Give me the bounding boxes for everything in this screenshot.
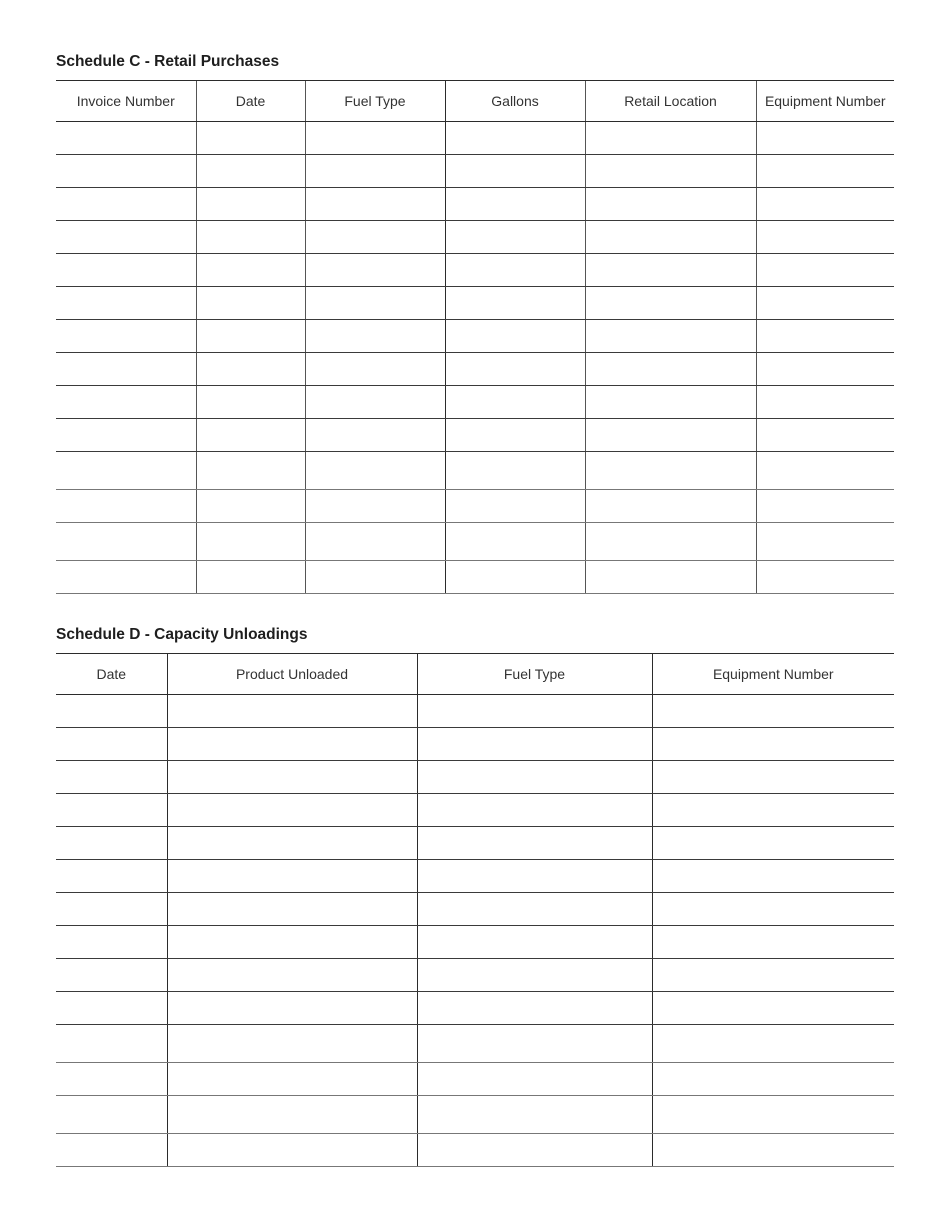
invoice-number-cell[interactable]: [56, 523, 196, 561]
table-row: [56, 1063, 894, 1096]
fuel-type-cell[interactable]: [305, 122, 445, 155]
column-header-equipment-number: Equipment Number: [652, 654, 894, 695]
equipment-number-cell[interactable]: [652, 761, 894, 794]
equipment-number-cell[interactable]: [756, 188, 894, 221]
equipment-number-cell[interactable]: [652, 1096, 894, 1134]
retail-location-cell[interactable]: [585, 254, 756, 287]
date-cell[interactable]: [56, 794, 167, 827]
fuel-type-cell[interactable]: [417, 1134, 652, 1167]
equipment-number-cell[interactable]: [652, 728, 894, 761]
column-header-fuel-type: Fuel Type: [305, 81, 445, 122]
fuel-type-cell[interactable]: [305, 320, 445, 353]
equipment-number-cell[interactable]: [756, 122, 894, 155]
invoice-number-cell[interactable]: [56, 353, 196, 386]
product-unloaded-cell[interactable]: [167, 926, 417, 959]
column-header-equipment-number: Equipment Number: [756, 81, 894, 122]
table-row: [56, 287, 894, 320]
invoice-number-cell[interactable]: [56, 155, 196, 188]
date-cell[interactable]: [56, 1134, 167, 1167]
column-header-gallons: Gallons: [445, 81, 585, 122]
date-cell[interactable]: [196, 386, 305, 419]
retail-location-cell[interactable]: [585, 386, 756, 419]
retail-location-cell[interactable]: [585, 287, 756, 320]
invoice-number-cell[interactable]: [56, 386, 196, 419]
equipment-number-cell[interactable]: [756, 386, 894, 419]
equipment-number-cell[interactable]: [756, 221, 894, 254]
table-row: [56, 155, 894, 188]
date-cell[interactable]: [196, 254, 305, 287]
fuel-type-cell[interactable]: [305, 490, 445, 523]
equipment-number-cell[interactable]: [756, 254, 894, 287]
table-row: [56, 761, 894, 794]
date-cell[interactable]: [196, 287, 305, 320]
gallons-cell[interactable]: [445, 155, 585, 188]
date-cell[interactable]: [196, 490, 305, 523]
invoice-number-cell[interactable]: [56, 419, 196, 452]
date-cell[interactable]: [56, 1025, 167, 1063]
invoice-number-cell[interactable]: [56, 320, 196, 353]
table-row: [56, 794, 894, 827]
schedule-d-title: Schedule D - Capacity Unloadings: [56, 626, 308, 643]
equipment-number-cell[interactable]: [652, 827, 894, 860]
table-row: [56, 221, 894, 254]
invoice-number-cell[interactable]: [56, 221, 196, 254]
fuel-type-cell[interactable]: [417, 761, 652, 794]
date-cell[interactable]: [196, 188, 305, 221]
retail-location-cell[interactable]: [585, 221, 756, 254]
fuel-type-cell[interactable]: [305, 561, 445, 594]
equipment-number-cell[interactable]: [756, 561, 894, 594]
gallons-cell[interactable]: [445, 320, 585, 353]
gallons-cell[interactable]: [445, 353, 585, 386]
fuel-type-cell[interactable]: [417, 794, 652, 827]
date-cell[interactable]: [196, 122, 305, 155]
table-row: [56, 827, 894, 860]
gallons-cell[interactable]: [445, 386, 585, 419]
fuel-type-cell[interactable]: [305, 188, 445, 221]
table-row: [56, 1096, 894, 1134]
date-cell[interactable]: [56, 992, 167, 1025]
retail-location-cell[interactable]: [585, 523, 756, 561]
fuel-type-cell[interactable]: [305, 386, 445, 419]
equipment-number-cell[interactable]: [756, 320, 894, 353]
retail-location-cell[interactable]: [585, 122, 756, 155]
product-unloaded-cell[interactable]: [167, 1063, 417, 1096]
equipment-number-cell[interactable]: [652, 794, 894, 827]
gallons-cell[interactable]: [445, 188, 585, 221]
invoice-number-cell[interactable]: [56, 122, 196, 155]
equipment-number-cell[interactable]: [652, 1025, 894, 1063]
date-cell[interactable]: [56, 959, 167, 992]
equipment-number-cell[interactable]: [652, 1134, 894, 1167]
retail-location-cell[interactable]: [585, 561, 756, 594]
column-header-retail-location: Retail Location: [585, 81, 756, 122]
fuel-type-cell[interactable]: [305, 155, 445, 188]
equipment-number-cell[interactable]: [652, 926, 894, 959]
gallons-cell[interactable]: [445, 221, 585, 254]
date-cell[interactable]: [196, 221, 305, 254]
date-cell[interactable]: [56, 695, 167, 728]
equipment-number-cell[interactable]: [652, 893, 894, 926]
product-unloaded-cell[interactable]: [167, 893, 417, 926]
table-row: [56, 188, 894, 221]
table-row: [56, 561, 894, 594]
date-cell[interactable]: [56, 893, 167, 926]
table-row: [56, 728, 894, 761]
fuel-type-cell[interactable]: [417, 926, 652, 959]
fuel-type-cell[interactable]: [305, 221, 445, 254]
table-row: [56, 959, 894, 992]
fuel-type-cell[interactable]: [305, 287, 445, 320]
gallons-cell[interactable]: [445, 490, 585, 523]
table-row: [56, 452, 894, 490]
fuel-type-cell[interactable]: [417, 893, 652, 926]
table-row: [56, 254, 894, 287]
fuel-type-cell[interactable]: [417, 959, 652, 992]
equipment-number-cell[interactable]: [756, 419, 894, 452]
equipment-number-cell[interactable]: [756, 155, 894, 188]
product-unloaded-cell[interactable]: [167, 761, 417, 794]
gallons-cell[interactable]: [445, 419, 585, 452]
fuel-type-cell[interactable]: [417, 827, 652, 860]
table-row: [56, 386, 894, 419]
date-cell[interactable]: [196, 353, 305, 386]
table-row: [56, 419, 894, 452]
date-cell[interactable]: [56, 761, 167, 794]
fuel-type-cell[interactable]: [305, 523, 445, 561]
equipment-number-cell[interactable]: [652, 1063, 894, 1096]
gallons-cell[interactable]: [445, 452, 585, 490]
table-row: [56, 523, 894, 561]
table-row: [56, 1134, 894, 1167]
table-row: [56, 353, 894, 386]
table-row: [56, 992, 894, 1025]
date-cell[interactable]: [56, 926, 167, 959]
table-row: [56, 926, 894, 959]
schedule-c-table: [56, 80, 894, 594]
table-header-row: [56, 654, 894, 695]
retail-location-cell[interactable]: [585, 490, 756, 523]
product-unloaded-cell[interactable]: [167, 794, 417, 827]
equipment-number-cell[interactable]: [652, 959, 894, 992]
product-unloaded-cell[interactable]: [167, 1134, 417, 1167]
date-cell[interactable]: [56, 1096, 167, 1134]
retail-location-cell[interactable]: [585, 188, 756, 221]
date-cell[interactable]: [196, 155, 305, 188]
table-row: [56, 490, 894, 523]
retail-location-cell[interactable]: [585, 320, 756, 353]
retail-location-cell[interactable]: [585, 452, 756, 490]
column-header-date: Date: [196, 81, 305, 122]
retail-location-cell[interactable]: [585, 419, 756, 452]
invoice-number-cell[interactable]: [56, 254, 196, 287]
column-header-invoice-number: Invoice Number: [56, 81, 196, 122]
product-unloaded-cell[interactable]: [167, 1096, 417, 1134]
fuel-type-cell[interactable]: [417, 1096, 652, 1134]
equipment-number-cell[interactable]: [652, 695, 894, 728]
invoice-number-cell[interactable]: [56, 452, 196, 490]
fuel-type-cell[interactable]: [305, 419, 445, 452]
product-unloaded-cell[interactable]: [167, 695, 417, 728]
invoice-number-cell[interactable]: [56, 490, 196, 523]
equipment-number-cell[interactable]: [756, 353, 894, 386]
table-row: [56, 122, 894, 155]
gallons-cell[interactable]: [445, 122, 585, 155]
table-header-row: [56, 81, 894, 122]
table-row: [56, 320, 894, 353]
date-cell[interactable]: [196, 320, 305, 353]
fuel-type-cell[interactable]: [417, 695, 652, 728]
date-cell[interactable]: [56, 728, 167, 761]
invoice-number-cell[interactable]: [56, 561, 196, 594]
date-cell[interactable]: [196, 561, 305, 594]
date-cell[interactable]: [196, 523, 305, 561]
fuel-type-cell[interactable]: [417, 1025, 652, 1063]
equipment-number-cell[interactable]: [652, 860, 894, 893]
product-unloaded-cell[interactable]: [167, 860, 417, 893]
fuel-type-cell[interactable]: [417, 1063, 652, 1096]
equipment-number-cell[interactable]: [756, 523, 894, 561]
date-cell[interactable]: [56, 827, 167, 860]
column-header-product-unloaded: Product Unloaded: [167, 654, 417, 695]
date-cell[interactable]: [56, 860, 167, 893]
date-cell[interactable]: [56, 1063, 167, 1096]
fuel-type-cell[interactable]: [305, 452, 445, 490]
equipment-number-cell[interactable]: [756, 452, 894, 490]
gallons-cell[interactable]: [445, 523, 585, 561]
fuel-type-cell[interactable]: [305, 353, 445, 386]
product-unloaded-cell[interactable]: [167, 959, 417, 992]
schedule-c-title: Schedule C - Retail Purchases: [56, 53, 280, 70]
table-row: [56, 695, 894, 728]
gallons-cell[interactable]: [445, 254, 585, 287]
schedule-d-table: [56, 653, 894, 1167]
table-row: [56, 1025, 894, 1063]
product-unloaded-cell[interactable]: [167, 728, 417, 761]
equipment-number-cell[interactable]: [756, 287, 894, 320]
equipment-number-cell[interactable]: [652, 992, 894, 1025]
fuel-type-cell[interactable]: [305, 254, 445, 287]
column-header-fuel-type: Fuel Type: [417, 654, 652, 695]
invoice-number-cell[interactable]: [56, 188, 196, 221]
table-row: [56, 893, 894, 926]
date-cell[interactable]: [196, 419, 305, 452]
equipment-number-cell[interactable]: [756, 490, 894, 523]
column-header-date: Date: [56, 654, 167, 695]
gallons-cell[interactable]: [445, 561, 585, 594]
retail-location-cell[interactable]: [585, 353, 756, 386]
fuel-type-cell[interactable]: [417, 860, 652, 893]
fuel-type-cell[interactable]: [417, 728, 652, 761]
date-cell[interactable]: [196, 452, 305, 490]
fuel-type-cell[interactable]: [417, 992, 652, 1025]
product-unloaded-cell[interactable]: [167, 827, 417, 860]
retail-location-cell[interactable]: [585, 155, 756, 188]
product-unloaded-cell[interactable]: [167, 1025, 417, 1063]
product-unloaded-cell[interactable]: [167, 992, 417, 1025]
table-row: [56, 860, 894, 893]
invoice-number-cell[interactable]: [56, 287, 196, 320]
gallons-cell[interactable]: [445, 287, 585, 320]
